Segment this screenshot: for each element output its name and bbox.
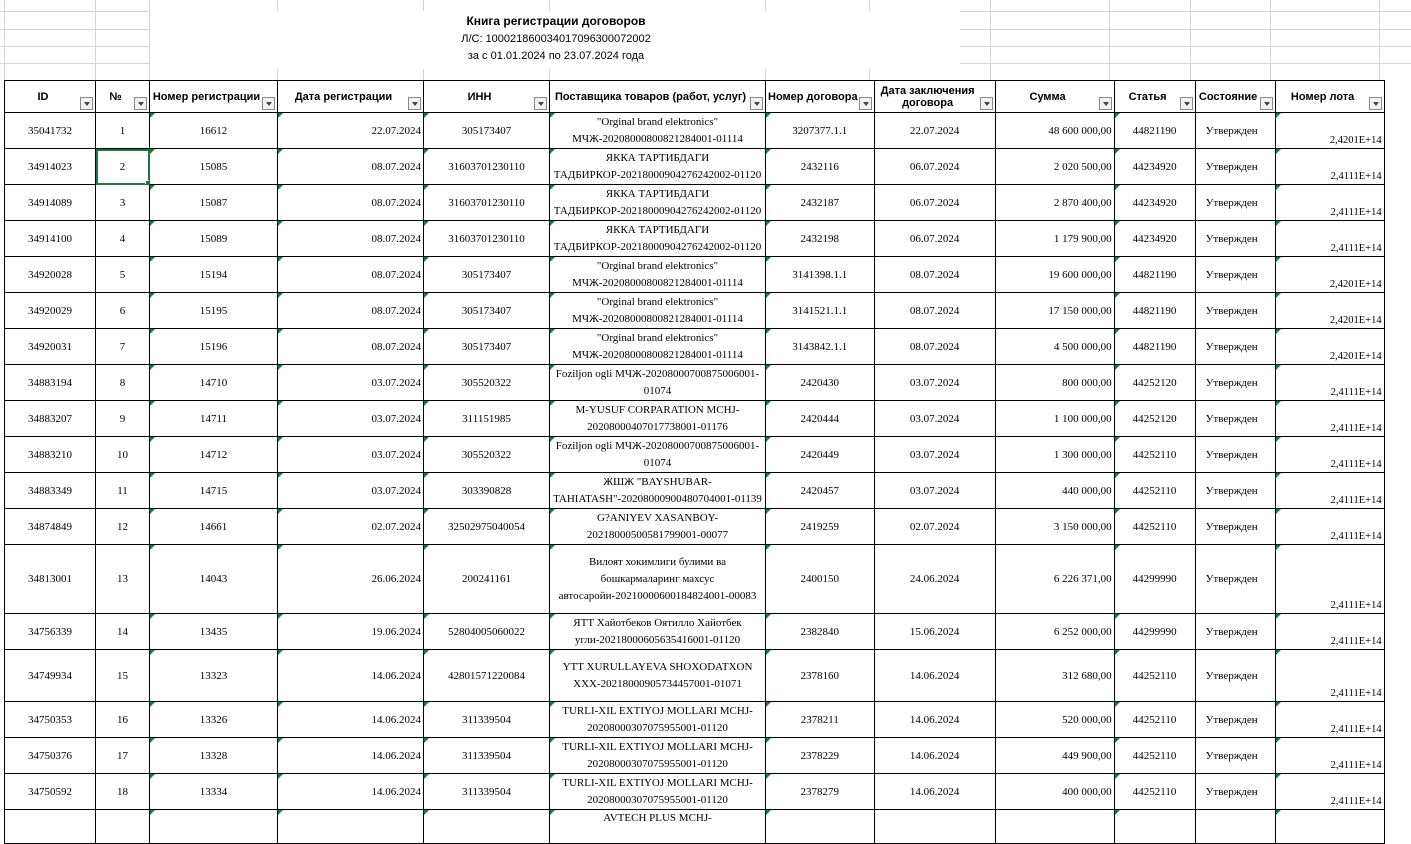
cell-registration-number[interactable]: 14715 bbox=[150, 473, 278, 509]
cell-registration-number[interactable]: 15089 bbox=[150, 221, 278, 257]
cell-id[interactable]: 34749934 bbox=[5, 650, 96, 702]
cell-contract-date[interactable]: 08.07.2024 bbox=[874, 293, 995, 329]
cell-number[interactable]: 5 bbox=[96, 257, 150, 293]
cell-supplier[interactable]: ЯККА ТАРТИБДАГИ ТАДБИРКОР-20218000904276242002-01120 bbox=[550, 149, 766, 185]
cell-registration-date[interactable]: 02.07.2024 bbox=[278, 509, 424, 545]
cell-status[interactable]: Утвержден bbox=[1195, 437, 1275, 473]
cell-registration-number[interactable]: 14712 bbox=[150, 437, 278, 473]
cell-registration-date[interactable]: 03.07.2024 bbox=[278, 473, 424, 509]
cell-id[interactable]: 34883349 bbox=[5, 473, 96, 509]
cell-number[interactable]: 17 bbox=[96, 738, 150, 774]
cell-status[interactable]: Утвержден bbox=[1195, 221, 1275, 257]
table-row bbox=[5, 545, 1385, 614]
cell-article[interactable]: 44252110 bbox=[1114, 650, 1195, 702]
cell-contract-date[interactable]: 22.07.2024 bbox=[874, 113, 995, 149]
cell-registration-date[interactable]: 08.07.2024 bbox=[278, 221, 424, 257]
cell-id[interactable]: 34914100 bbox=[5, 221, 96, 257]
cell-lot-number[interactable]: 2,4111E+14 bbox=[1275, 473, 1384, 509]
cell-registration-date[interactable]: 08.07.2024 bbox=[278, 329, 424, 365]
filter-dropdown-icon[interactable] bbox=[534, 97, 547, 110]
header-row bbox=[5, 81, 1385, 113]
cell-id[interactable]: 34874849 bbox=[5, 509, 96, 545]
cell-status[interactable]: Утвержден bbox=[1195, 329, 1275, 365]
table-row bbox=[5, 738, 1385, 774]
filter-dropdown-icon[interactable] bbox=[408, 97, 421, 110]
cell-number[interactable]: 11 bbox=[96, 473, 150, 509]
cell-contract-date[interactable]: 06.07.2024 bbox=[874, 221, 995, 257]
cell-lot-number[interactable]: 2,4111E+14 bbox=[1275, 149, 1384, 185]
cell-sum[interactable]: 19 600 000,00 bbox=[995, 257, 1114, 293]
cell-contract-date[interactable]: 24.06.2024 bbox=[874, 545, 995, 614]
cell-lot-number[interactable]: 2,4111E+14 bbox=[1275, 774, 1384, 810]
cell-contract-number[interactable]: 2432198 bbox=[766, 221, 875, 257]
cell-article[interactable]: 44252110 bbox=[1114, 437, 1195, 473]
cell-article[interactable]: 44299990 bbox=[1114, 614, 1195, 650]
table-cell[interactable] bbox=[1195, 810, 1275, 844]
filter-dropdown-icon[interactable] bbox=[1099, 97, 1112, 110]
table-row-partial bbox=[5, 810, 1385, 844]
cell-id[interactable]: 34914089 bbox=[5, 185, 96, 221]
cell-supplier[interactable]: TURLI-XIL EXTIYOJ MOLLARI MCHJ-20208000307075955001-01120 bbox=[550, 774, 766, 810]
table-row bbox=[5, 437, 1385, 473]
cell-status[interactable]: Утвержден bbox=[1195, 257, 1275, 293]
cell-sum[interactable]: 1 300 000,00 bbox=[995, 437, 1114, 473]
cell-number[interactable]: 16 bbox=[96, 702, 150, 738]
column-header-status[interactable]: Состояние bbox=[1195, 81, 1275, 113]
cell-registration-date[interactable]: 03.07.2024 bbox=[278, 437, 424, 473]
cell-lot-number[interactable]: 2,4111E+14 bbox=[1275, 614, 1384, 650]
cell-lot-number[interactable]: 2,4111E+14 bbox=[1275, 437, 1384, 473]
cell-status[interactable]: Утвержден bbox=[1195, 650, 1275, 702]
cell-article[interactable]: 44821190 bbox=[1114, 113, 1195, 149]
cell-lot-number[interactable]: 2,4111E+14 bbox=[1275, 545, 1384, 614]
cell-article[interactable]: 44252110 bbox=[1114, 738, 1195, 774]
cell-article[interactable]: 44821190 bbox=[1114, 293, 1195, 329]
cell-inn[interactable]: 311339504 bbox=[424, 738, 550, 774]
cell-contract-date[interactable]: 03.07.2024 bbox=[874, 437, 995, 473]
cell-registration-date[interactable]: 14.06.2024 bbox=[278, 650, 424, 702]
cell-contract-number[interactable]: 3141521.1.1 bbox=[766, 293, 875, 329]
cell-registration-number[interactable]: 15195 bbox=[150, 293, 278, 329]
cell-contract-number[interactable]: 2378279 bbox=[766, 774, 875, 810]
table-row bbox=[5, 614, 1385, 650]
cell-registration-number[interactable]: 14661 bbox=[150, 509, 278, 545]
cell-id[interactable]: 34920029 bbox=[5, 293, 96, 329]
table-cell[interactable] bbox=[150, 810, 278, 844]
cell-sum[interactable]: 3 150 000,00 bbox=[995, 509, 1114, 545]
cell-article[interactable]: 44234920 bbox=[1114, 221, 1195, 257]
column-header-number[interactable]: № bbox=[96, 81, 150, 113]
cell-contract-number[interactable]: 2432187 bbox=[766, 185, 875, 221]
filter-dropdown-icon[interactable] bbox=[750, 97, 763, 110]
table-row bbox=[5, 329, 1385, 365]
cell-article[interactable]: 44299990 bbox=[1114, 545, 1195, 614]
cell-status[interactable]: Утвержден bbox=[1195, 738, 1275, 774]
cell-sum[interactable]: 48 600 000,00 bbox=[995, 113, 1114, 149]
cell-registration-date[interactable]: 14.06.2024 bbox=[278, 738, 424, 774]
cell-article[interactable]: 44252110 bbox=[1114, 509, 1195, 545]
sheet-title[interactable]: Книга регистрации договоров bbox=[466, 14, 646, 28]
table-cell[interactable] bbox=[5, 810, 96, 844]
cell-id[interactable]: 35041732 bbox=[5, 113, 96, 149]
column-header-contract-date[interactable]: Дата заключения договора bbox=[874, 81, 995, 113]
cell-lot-number[interactable]: 2,4201E+14 bbox=[1275, 329, 1384, 365]
cell-registration-number[interactable]: 13323 bbox=[150, 650, 278, 702]
cell-number[interactable]: 4 bbox=[96, 221, 150, 257]
cell-inn[interactable]: 32502975040054 bbox=[424, 509, 550, 545]
cell-article[interactable]: 44234920 bbox=[1114, 149, 1195, 185]
cell-contract-date[interactable]: 06.07.2024 bbox=[874, 149, 995, 185]
cell-inn[interactable]: 311339504 bbox=[424, 702, 550, 738]
cell-number[interactable]: 14 bbox=[96, 614, 150, 650]
cell-registration-number[interactable]: 16612 bbox=[150, 113, 278, 149]
table-row bbox=[5, 702, 1385, 738]
cell-supplier[interactable]: AVTECH PLUS MCHJ- bbox=[550, 810, 766, 844]
cell-supplier[interactable]: YTT XURULLAYEVA SHOXODATXON XXX-20218000905734457001-01071 bbox=[550, 650, 766, 702]
cell-inn[interactable]: 305520322 bbox=[424, 437, 550, 473]
cell-lot-number[interactable]: 2,4111E+14 bbox=[1275, 738, 1384, 774]
cell-id[interactable]: 34883194 bbox=[5, 365, 96, 401]
cell-contract-number[interactable]: 2378160 bbox=[766, 650, 875, 702]
cell-sum[interactable]: 17 150 000,00 bbox=[995, 293, 1114, 329]
cell-sum[interactable]: 312 680,00 bbox=[995, 650, 1114, 702]
cell-inn[interactable]: 305520322 bbox=[424, 365, 550, 401]
table-cell[interactable] bbox=[1275, 810, 1384, 844]
filter-dropdown-icon[interactable] bbox=[1369, 97, 1382, 110]
cell-registration-number[interactable]: 13326 bbox=[150, 702, 278, 738]
cell-contract-date[interactable]: 03.07.2024 bbox=[874, 401, 995, 437]
cell-sum[interactable]: 800 000,00 bbox=[995, 365, 1114, 401]
filter-dropdown-icon[interactable] bbox=[1260, 97, 1273, 110]
cell-inn[interactable]: 305173407 bbox=[424, 257, 550, 293]
cell-contract-date[interactable]: 14.06.2024 bbox=[874, 650, 995, 702]
table-cell[interactable] bbox=[766, 810, 875, 844]
cell-sum[interactable]: 2 870 400,00 bbox=[995, 185, 1114, 221]
filter-dropdown-icon[interactable] bbox=[859, 97, 872, 110]
table-row bbox=[5, 149, 1385, 185]
column-header-supplier[interactable]: Поставщика товаров (работ, услуг) bbox=[550, 81, 766, 113]
cell-lot-number[interactable]: 2,4111E+14 bbox=[1275, 702, 1384, 738]
cell-registration-number[interactable]: 15196 bbox=[150, 329, 278, 365]
cell-id[interactable]: 34914023 bbox=[5, 149, 96, 185]
cell-contract-number[interactable]: 2382840 bbox=[766, 614, 875, 650]
cell-inn[interactable]: 311339504 bbox=[424, 774, 550, 810]
filter-dropdown-icon[interactable] bbox=[980, 97, 993, 110]
cell-registration-date[interactable]: 22.07.2024 bbox=[278, 113, 424, 149]
cell-number[interactable]: 12 bbox=[96, 509, 150, 545]
cell-supplier[interactable]: Foziljon ogli МЧЖ-20208000700875006001-01074 bbox=[550, 437, 766, 473]
column-header-registration-number[interactable]: Номер регистрации bbox=[150, 81, 278, 113]
cell-supplier[interactable]: G?ANIYEV XASANBOY-20218000500581799001-00077 bbox=[550, 509, 766, 545]
cell-registration-date[interactable]: 14.06.2024 bbox=[278, 702, 424, 738]
cell-contract-date[interactable]: 06.07.2024 bbox=[874, 185, 995, 221]
table-row bbox=[5, 774, 1385, 810]
cell-article[interactable]: 44252110 bbox=[1114, 774, 1195, 810]
cell-lot-number[interactable]: 2,4111E+14 bbox=[1275, 185, 1384, 221]
column-header-inn[interactable]: ИНН bbox=[424, 81, 550, 113]
cell-registration-date[interactable]: 03.07.2024 bbox=[278, 365, 424, 401]
account-number[interactable]: Л/С: 100021860034017096300072002 bbox=[461, 33, 651, 45]
cell-status[interactable]: Утвержден bbox=[1195, 365, 1275, 401]
table-row bbox=[5, 509, 1385, 545]
cell-id[interactable]: 34756339 bbox=[5, 614, 96, 650]
column-header-id[interactable]: ID bbox=[5, 81, 96, 113]
cell-status[interactable]: Утвержден bbox=[1195, 509, 1275, 545]
cell-contract-number[interactable]: 2378229 bbox=[766, 738, 875, 774]
cell-number[interactable]: 18 bbox=[96, 774, 150, 810]
cell-contract-number[interactable]: 2420457 bbox=[766, 473, 875, 509]
table-row bbox=[5, 365, 1385, 401]
cell-contract-number[interactable]: 3141398.1.1 bbox=[766, 257, 875, 293]
cell-registration-number[interactable]: 13334 bbox=[150, 774, 278, 810]
cell-supplier[interactable]: TURLI-XIL EXTIYOJ MOLLARI MCHJ-20208000307075955001-01120 bbox=[550, 702, 766, 738]
cell-inn[interactable]: 305173407 bbox=[424, 113, 550, 149]
cell-contract-date[interactable]: 08.07.2024 bbox=[874, 257, 995, 293]
cell-supplier[interactable]: ЯТТ Хайотбеков Оятилло Хайотбек угли-20218000605635416001-01120 bbox=[550, 614, 766, 650]
cell-registration-number[interactable]: 15085 bbox=[150, 149, 278, 185]
cell-sum[interactable]: 2 020 500,00 bbox=[995, 149, 1114, 185]
cell-contract-date[interactable]: 15.06.2024 bbox=[874, 614, 995, 650]
cell-inn[interactable]: 305173407 bbox=[424, 293, 550, 329]
cell-contract-number[interactable]: 2432116 bbox=[766, 149, 875, 185]
cell-sum[interactable]: 400 000,00 bbox=[995, 774, 1114, 810]
cell-contract-number[interactable]: 3143842.1.1 bbox=[766, 329, 875, 365]
cell-inn[interactable]: 305173407 bbox=[424, 329, 550, 365]
cell-supplier[interactable]: ЖШЖ "BAYSHUBAR-TAHIATASH"-20208000900480704001-01139 bbox=[550, 473, 766, 509]
cell-contract-date[interactable]: 03.07.2024 bbox=[874, 473, 995, 509]
cell-supplier[interactable]: "Orginal brand elektronics" МЧЖ-20208000800821284001-01114 bbox=[550, 293, 766, 329]
cell-lot-number[interactable]: 2,4201E+14 bbox=[1275, 257, 1384, 293]
cell-inn[interactable]: 311151985 bbox=[424, 401, 550, 437]
cell-supplier[interactable]: "Orginal brand elektronics" МЧЖ-20208000800821284001-01114 bbox=[550, 113, 766, 149]
cell-article[interactable]: 44252120 bbox=[1114, 401, 1195, 437]
cell-inn[interactable]: 42801571220084 bbox=[424, 650, 550, 702]
cell-article[interactable]: 44252110 bbox=[1114, 702, 1195, 738]
cell-inn[interactable]: 31603701230110 bbox=[424, 185, 550, 221]
cell-registration-number[interactable]: 14711 bbox=[150, 401, 278, 437]
cell-supplier[interactable]: "Orginal brand elektronics" МЧЖ-20208000800821284001-01114 bbox=[550, 257, 766, 293]
cell-contract-number[interactable]: 2400150 bbox=[766, 545, 875, 614]
cell-id[interactable]: 34750353 bbox=[5, 702, 96, 738]
filter-dropdown-icon[interactable] bbox=[134, 97, 147, 110]
table-row bbox=[5, 293, 1385, 329]
cell-number[interactable]: 1 bbox=[96, 113, 150, 149]
cell-registration-date[interactable]: 08.07.2024 bbox=[278, 293, 424, 329]
cell-number[interactable]: 10 bbox=[96, 437, 150, 473]
cell-inn[interactable]: 200241161 bbox=[424, 545, 550, 614]
column-header-contract-number[interactable]: Номер договора bbox=[766, 81, 875, 113]
cell-number[interactable]: 7 bbox=[96, 329, 150, 365]
cell-status[interactable]: Утвержден bbox=[1195, 614, 1275, 650]
cell-supplier[interactable]: ЯККА ТАРТИБДАГИ ТАДБИРКОР-20218000904276242002-01120 bbox=[550, 221, 766, 257]
table-cell[interactable] bbox=[278, 810, 424, 844]
table-row bbox=[5, 257, 1385, 293]
cell-inn[interactable]: 52804005060022 bbox=[424, 614, 550, 650]
table-cell[interactable] bbox=[424, 810, 550, 844]
cell-supplier[interactable]: Вилоят хокимлиги булими ва бошкармаларинг махсус автосаройи-20210000600184824001-00083 bbox=[550, 545, 766, 614]
cell-sum[interactable]: 6 252 000,00 bbox=[995, 614, 1114, 650]
cell-registration-number[interactable]: 14710 bbox=[150, 365, 278, 401]
table-cell[interactable] bbox=[1114, 810, 1195, 844]
cell-article[interactable]: 44252110 bbox=[1114, 473, 1195, 509]
cell-status[interactable]: Утвержден bbox=[1195, 702, 1275, 738]
cell-inn[interactable]: 31603701230110 bbox=[424, 221, 550, 257]
cell-supplier[interactable]: M-YUSUF CORPARATION MCHJ-20208000407017738001-01176 bbox=[550, 401, 766, 437]
cell-sum[interactable]: 440 000,00 bbox=[995, 473, 1114, 509]
cell-id[interactable]: 34813001 bbox=[5, 545, 96, 614]
cell-contract-date[interactable]: 14.06.2024 bbox=[874, 738, 995, 774]
cell-contract-number[interactable]: 2378211 bbox=[766, 702, 875, 738]
cell-status[interactable]: Утвержден bbox=[1195, 774, 1275, 810]
cell-number[interactable]: 8 bbox=[96, 365, 150, 401]
cell-article[interactable]: 44234920 bbox=[1114, 185, 1195, 221]
cell-article[interactable]: 44821190 bbox=[1114, 329, 1195, 365]
cell-id[interactable]: 34750376 bbox=[5, 738, 96, 774]
cell-article[interactable]: 44252120 bbox=[1114, 365, 1195, 401]
cell-id[interactable]: 34920028 bbox=[5, 257, 96, 293]
cell-inn[interactable]: 31603701230110 bbox=[424, 149, 550, 185]
cell-status[interactable]: Утвержден bbox=[1195, 185, 1275, 221]
cell-registration-number[interactable]: 13435 bbox=[150, 614, 278, 650]
cell-status[interactable]: Утвержден bbox=[1195, 401, 1275, 437]
cell-lot-number[interactable]: 2,4111E+14 bbox=[1275, 365, 1384, 401]
cell-lot-number[interactable]: 2,4201E+14 bbox=[1275, 293, 1384, 329]
column-header-registration-date[interactable]: Дата регистрации bbox=[278, 81, 424, 113]
table-cell[interactable] bbox=[874, 810, 995, 844]
cell-lot-number[interactable]: 2,4111E+14 bbox=[1275, 401, 1384, 437]
cell-article[interactable]: 44821190 bbox=[1114, 257, 1195, 293]
cell-registration-date[interactable]: 08.07.2024 bbox=[278, 185, 424, 221]
cell-contract-date[interactable]: 08.07.2024 bbox=[874, 329, 995, 365]
cell-sum[interactable]: 1 179 900,00 bbox=[995, 221, 1114, 257]
table-cell[interactable] bbox=[995, 810, 1114, 844]
cell-inn[interactable]: 303390828 bbox=[424, 473, 550, 509]
cell-registration-number[interactable]: 15087 bbox=[150, 185, 278, 221]
table-row bbox=[5, 185, 1385, 221]
cell-id[interactable]: 34883207 bbox=[5, 401, 96, 437]
cell-sum[interactable]: 449 900,00 bbox=[995, 738, 1114, 774]
cell-registration-date[interactable]: 03.07.2024 bbox=[278, 401, 424, 437]
cell-sum[interactable]: 6 226 371,00 bbox=[995, 545, 1114, 614]
cell-supplier[interactable]: TURLI-XIL EXTIYOJ MOLLARI MCHJ-20208000307075955001-01120 bbox=[550, 738, 766, 774]
cell-registration-number[interactable]: 13328 bbox=[150, 738, 278, 774]
cell-registration-number[interactable]: 15194 bbox=[150, 257, 278, 293]
cell-id[interactable]: 34750592 bbox=[5, 774, 96, 810]
cell-registration-date[interactable]: 14.06.2024 bbox=[278, 774, 424, 810]
table-cell[interactable] bbox=[96, 810, 150, 844]
cell-status[interactable]: Утвержден bbox=[1195, 545, 1275, 614]
filter-dropdown-icon[interactable] bbox=[80, 97, 93, 110]
cell-sum[interactable]: 1 100 000,00 bbox=[995, 401, 1114, 437]
cell-status[interactable]: Утвержден bbox=[1195, 293, 1275, 329]
cell-number[interactable]: 3 bbox=[96, 185, 150, 221]
cell-contract-number[interactable]: 2420444 bbox=[766, 401, 875, 437]
cell-number[interactable]: 9 bbox=[96, 401, 150, 437]
filter-dropdown-icon[interactable] bbox=[262, 97, 275, 110]
table-row bbox=[5, 401, 1385, 437]
table-row bbox=[5, 113, 1385, 149]
cell-contract-date[interactable]: 14.06.2024 bbox=[874, 774, 995, 810]
cell-lot-number[interactable]: 2,4201E+14 bbox=[1275, 113, 1384, 149]
cell-id[interactable]: 34920031 bbox=[5, 329, 96, 365]
cell-registration-date[interactable]: 19.06.2024 bbox=[278, 614, 424, 650]
table-row bbox=[5, 650, 1385, 702]
cell-lot-number[interactable]: 2,4111E+14 bbox=[1275, 509, 1384, 545]
cell-status[interactable]: Утвержден bbox=[1195, 113, 1275, 149]
cell-contract-date[interactable]: 03.07.2024 bbox=[874, 365, 995, 401]
cell-registration-number[interactable]: 14043 bbox=[150, 545, 278, 614]
cell-number[interactable]: 6 bbox=[96, 293, 150, 329]
filter-dropdown-icon[interactable] bbox=[1180, 97, 1193, 110]
column-header-sum[interactable]: Сумма bbox=[995, 81, 1114, 113]
column-header-article[interactable]: Статья bbox=[1114, 81, 1195, 113]
cell-id[interactable]: 34883210 bbox=[5, 437, 96, 473]
cell-contract-number[interactable]: 2420449 bbox=[766, 437, 875, 473]
contracts-table bbox=[4, 80, 1385, 844]
cell-sum[interactable]: 4 500 000,00 bbox=[995, 329, 1114, 365]
column-header-lot-number[interactable]: Номер лота bbox=[1275, 81, 1384, 113]
table-row bbox=[5, 221, 1385, 257]
cell-registration-date[interactable]: 26.06.2024 bbox=[278, 545, 424, 614]
cell-status[interactable]: Утвержден bbox=[1195, 473, 1275, 509]
cell-supplier[interactable]: "Orginal brand elektronics" МЧЖ-20208000800821284001-01114 bbox=[550, 329, 766, 365]
cell-contract-date[interactable]: 02.07.2024 bbox=[874, 509, 995, 545]
cell-number[interactable]: 2 bbox=[96, 149, 150, 185]
cell-number[interactable]: 13 bbox=[96, 545, 150, 614]
cell-lot-number[interactable]: 2,4111E+14 bbox=[1275, 650, 1384, 702]
cell-contract-number[interactable]: 2419259 bbox=[766, 509, 875, 545]
cell-contract-number[interactable]: 2420430 bbox=[766, 365, 875, 401]
cell-sum[interactable]: 520 000,00 bbox=[995, 702, 1114, 738]
cell-registration-date[interactable]: 08.07.2024 bbox=[278, 149, 424, 185]
report-period[interactable]: за с 01.01.2024 по 23.07.2024 года bbox=[467, 50, 645, 62]
cell-contract-date[interactable]: 14.06.2024 bbox=[874, 702, 995, 738]
cell-contract-number[interactable]: 3207377.1.1 bbox=[766, 113, 875, 149]
cell-supplier[interactable]: Foziljon ogli МЧЖ-20208000700875006001-01074 bbox=[550, 365, 766, 401]
cell-supplier[interactable]: ЯККА ТАРТИБДАГИ ТАДБИРКОР-20218000904276242002-01120 bbox=[550, 185, 766, 221]
table-row bbox=[5, 473, 1385, 509]
cell-lot-number[interactable]: 2,4111E+14 bbox=[1275, 221, 1384, 257]
cell-registration-date[interactable]: 08.07.2024 bbox=[278, 257, 424, 293]
cell-status[interactable]: Утвержден bbox=[1195, 149, 1275, 185]
cell-number[interactable]: 15 bbox=[96, 650, 150, 702]
